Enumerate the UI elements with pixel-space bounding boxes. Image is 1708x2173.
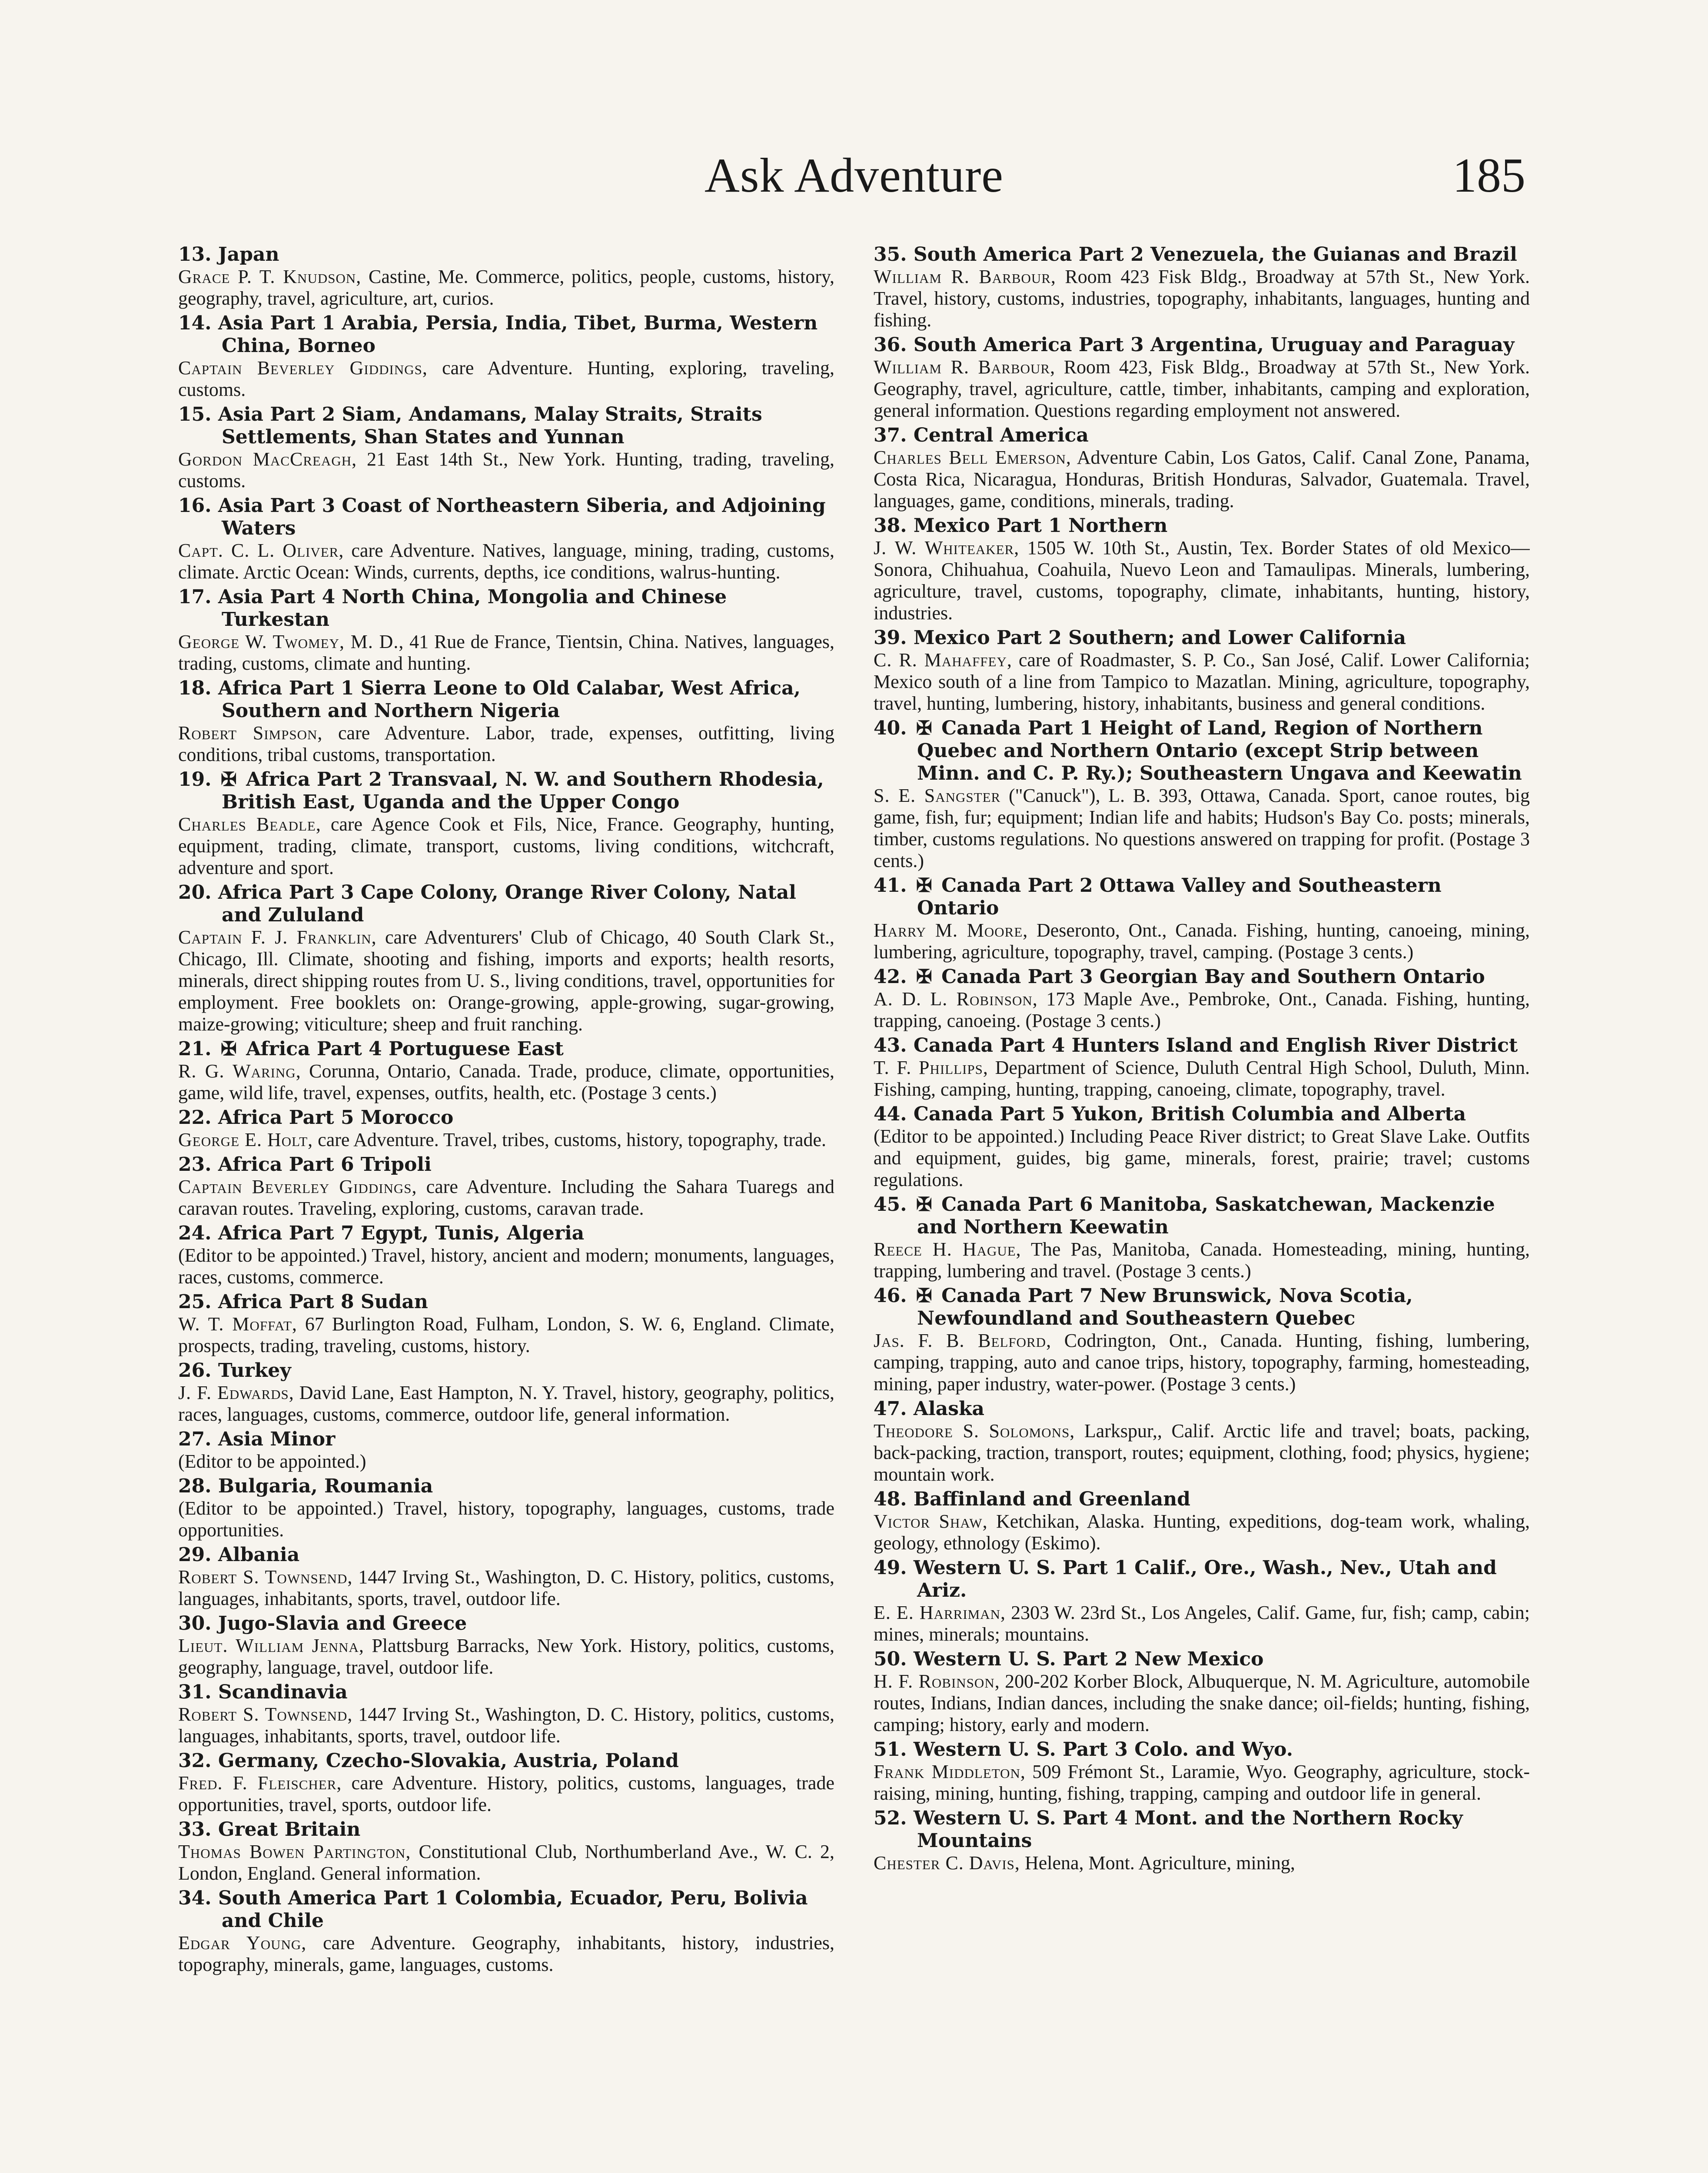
entry-description: Room 423 Fisk Bldg., Broadway at 57th St., New York. Travel, history, customs, industries, topography, inhabitants, languages, hunting and fishing.: [874, 266, 1530, 331]
directory-entry: [874, 243, 1530, 331]
directory-entry: [178, 677, 834, 766]
directory-entry: [178, 1544, 834, 1610]
editor-name: Frank Middleton,: [874, 1761, 1026, 1782]
entry-title: Africa Part 3 Cape Colony, Orange River Colony, Natal and Zululand: [218, 881, 797, 926]
directory-entry: [178, 768, 834, 879]
entry-body: [178, 1313, 834, 1357]
page-header: [0, 148, 1708, 217]
entry-number: 42.: [874, 966, 907, 988]
editor-name: Reece H. Hague,: [874, 1239, 1021, 1260]
entry-number: 46.: [874, 1285, 907, 1307]
entry-number: 24.: [178, 1222, 212, 1244]
entry-description: 67 Burlington Road, Fulham, London, S. W. 6, England. Climate, prospects, trading, traveling, customs, history.: [178, 1313, 834, 1356]
entry-body: [874, 1057, 1530, 1100]
entry-title: Great Britain: [218, 1818, 361, 1841]
directory-entry: [874, 1285, 1530, 1395]
postage-cross-icon: ✠: [916, 717, 932, 739]
entry-number: 47.: [874, 1398, 907, 1420]
postage-cross-icon: ✠: [916, 1285, 932, 1307]
editor-name: Robert S. Townsend,: [178, 1704, 353, 1725]
entry-title: Canada Part 7 New Brunswick, Nova Scotia, Newfoundland and Southeastern Quebec: [917, 1285, 1413, 1329]
entry-body: [874, 447, 1530, 512]
entry-heading: [178, 312, 834, 357]
entry-number: 32.: [178, 1750, 212, 1772]
entry-description: Adventure Cabin, Los Gatos, Calif. Canal Zone, Panama, Costa Rica, Nicaragua, Honduras, British Honduras, Salvador, Guatemala. Travel, languages, game, conditions, minerals, trading.: [874, 447, 1530, 512]
entry-heading: [178, 586, 834, 631]
entry-body: [874, 1511, 1530, 1554]
entry-number: 43.: [874, 1034, 907, 1057]
entry-heading: [874, 515, 1530, 537]
entry-title: Western U. S. Part 2 New Mexico: [913, 1648, 1264, 1670]
directory-entry: [178, 1106, 834, 1151]
entry-body: [874, 1420, 1530, 1485]
entry-description: Corunna, Ontario, Canada. Trade, produce, climate, opportunities, game, wild life, travel, expenses, outfits, health, etc. (Postage 3 cents.): [178, 1060, 834, 1103]
editor-name: Chester C. Davis,: [874, 1852, 1020, 1874]
editor-name: J. F. Edwards,: [178, 1382, 294, 1403]
directory-entry: [178, 1359, 834, 1425]
editor-name: E. E. Harriman,: [874, 1602, 1006, 1623]
entry-heading: [874, 243, 1530, 266]
directory-entry: [874, 1738, 1530, 1804]
editor-name: Charles Bell Emerson,: [874, 447, 1071, 468]
entry-body: [178, 1772, 834, 1816]
entry-title: Africa Part 1 Sierra Leone to Old Calabar, West Africa, Southern and Northern Nigeria: [218, 677, 801, 722]
entry-description: 200-202 Korber Block, Albuquerque, N. M. Agriculture, automobile routes, Indians, Indian dances, including the snake dance; oil-fields; hunting, fishing, camping; history, early and modern.: [874, 1671, 1530, 1735]
entry-number: 33.: [178, 1818, 212, 1841]
entry-body: [178, 1451, 834, 1472]
entry-heading: [178, 1359, 834, 1382]
entry-number: 13.: [178, 243, 212, 266]
entry-description: Codrington, Ont., Canada. Hunting, fishing, lumbering, camping, trapping, auto and canoe trips, history, topography, farming, homesteading, mining, paper industry, water-power. (Postage 3 cents.): [874, 1330, 1530, 1395]
editor-name: George W. Twomey, M. D.,: [178, 631, 404, 652]
entry-title: Canada Part 4 Hunters Island and English River District: [913, 1034, 1518, 1057]
entry-number: 41.: [874, 874, 907, 897]
entry-number: 50.: [874, 1648, 907, 1670]
entry-heading: [874, 966, 1530, 988]
entry-number: 40.: [874, 717, 907, 739]
entry-title: Africa Part 5 Morocco: [218, 1106, 454, 1129]
entry-heading: [178, 1750, 834, 1772]
entry-body: [178, 1129, 834, 1151]
entry-title: South America Part 1 Colombia, Ecuador, Peru, Bolivia and Chile: [218, 1887, 808, 1932]
entry-description: care Adventure. Natives, language, mining, trading, customs, climate. Arctic Ocean: Winds, currents, depths, ice conditions, walrus-hunting.: [178, 540, 834, 583]
entry-heading: [874, 717, 1530, 785]
entry-heading: [178, 495, 834, 540]
entry-description: David Lane, East Hampton, N. Y. Travel, history, geography, politics, races, languages, customs, commerce, outdoor life, general information.: [178, 1382, 834, 1425]
directory-entry: [874, 424, 1530, 512]
entry-title: Turkey: [218, 1359, 291, 1382]
entry-description: Ketchikan, Alaska. Hunting, expeditions, dog-team work, whaling, geology, ethnology (Eskimo).: [874, 1511, 1530, 1554]
entry-heading: [178, 1222, 834, 1245]
editor-name: H. F. Robinson,: [874, 1671, 1000, 1692]
entry-description: 41 Rue de France, Tientsin, China. Natives, languages, trading, customs, climate and hunting.: [178, 631, 834, 674]
entry-title: Africa Part 7 Egypt, Tunis, Algeria: [218, 1222, 585, 1244]
columns: [178, 243, 1530, 2173]
editor-name: Lieut. William Jenna,: [178, 1635, 364, 1656]
entry-heading: [178, 1428, 834, 1451]
entry-title: Africa Part 6 Tripoli: [218, 1153, 432, 1176]
postage-cross-icon: ✠: [916, 874, 932, 897]
entry-title: Asia Part 1 Arabia, Persia, India, Tibet, Burma, Western China, Borneo: [218, 312, 818, 357]
entry-heading: [178, 1818, 834, 1841]
running-head: Ask Adventure: [704, 149, 1004, 203]
entry-number: 48.: [874, 1488, 907, 1510]
editor-name: William R. Barbour,: [874, 266, 1056, 287]
entry-description: 1447 Irving St., Washington, D. C. History, politics, customs, languages, inhabitants, sports, travel, outdoor life.: [178, 1704, 834, 1747]
entry-title: Canada Part 6 Manitoba, Saskatchewan, Mackenzie and Northern Keewatin: [917, 1193, 1495, 1238]
entry-heading: [178, 768, 834, 814]
editor-name: Edgar Young,: [178, 1932, 307, 1954]
entry-heading: [178, 243, 834, 266]
entry-heading: [874, 1034, 1530, 1057]
entry-title: Scandinavia: [218, 1681, 348, 1703]
entry-heading: [178, 1612, 834, 1635]
postage-cross-icon: ✠: [916, 966, 932, 988]
entry-title: Jugo-Slavia and Greece: [218, 1612, 467, 1635]
directory-entry: [874, 1807, 1530, 1874]
entry-number: 30.: [178, 1612, 212, 1635]
directory-entry: [874, 1103, 1530, 1191]
entry-title: South America Part 2 Venezuela, the Guianas and Brazil: [913, 243, 1517, 266]
entry-body: [178, 927, 834, 1035]
entry-number: 36.: [874, 334, 907, 356]
entry-description: 173 Maple Ave., Pembroke, Ont., Canada. Fishing, hunting, trapping, canoeing. (Postage 3 cents.): [874, 988, 1530, 1031]
entry-number: 45.: [874, 1193, 907, 1216]
entry-number: 20.: [178, 881, 212, 904]
directory-entry: [874, 515, 1530, 624]
postage-cross-icon: ✠: [916, 1193, 932, 1216]
editor-name: Thomas Bowen Partington,: [178, 1841, 411, 1862]
editor-name: Jas. F. B. Belford,: [874, 1330, 1052, 1351]
directory-entry: [874, 334, 1530, 422]
entry-number: 17.: [178, 586, 212, 608]
entry-description: care Agence Cook et Fils, Nice, France. Geography, hunting, equipment, trading, climate, transport, customs, living conditions, witchcraft, adventure and sport.: [178, 814, 834, 878]
entry-body: [874, 988, 1530, 1032]
entry-body: [874, 266, 1530, 331]
entry-body: [178, 1498, 834, 1541]
entry-body: [178, 1932, 834, 1976]
entry-number: 15.: [178, 403, 212, 425]
entry-body: [178, 1176, 834, 1219]
editor-name: Gordon MacCreagh,: [178, 449, 357, 470]
directory-entry: [178, 1612, 834, 1678]
entry-heading: [874, 1648, 1530, 1671]
entry-description: care Adventure. Hunting, exploring, traveling, customs.: [178, 357, 834, 400]
editor-name: Grace P. T. Knudson,: [178, 266, 362, 287]
entry-heading: [178, 1544, 834, 1566]
entry-body: [874, 1852, 1530, 1874]
entry-title: Western U. S. Part 4 Mont. and the Northern Rocky Mountains: [913, 1807, 1463, 1852]
entry-title: Canada Part 1 Height of Land, Region of Northern Quebec and Northern Ontario (except Strip between Minn. and C. P. Ry.); Southeastern Ungava and Keewatin: [917, 717, 1522, 784]
directory-entry: [874, 966, 1530, 1032]
entry-title: South America Part 3 Argentina, Uruguay and Paraguay: [913, 334, 1515, 356]
entry-number: 49.: [874, 1557, 907, 1579]
editor-name: Charles Beadle,: [178, 814, 321, 835]
directory-entry: [178, 1291, 834, 1357]
entry-description: care Adventure. History, politics, customs, languages, trade opportunities, travel, sports, outdoor life.: [178, 1772, 834, 1815]
entry-body: [178, 631, 834, 674]
entry-heading: [874, 1193, 1530, 1239]
entry-number: 28.: [178, 1475, 212, 1497]
entry-number: 51.: [874, 1738, 907, 1761]
editor-name: A. D. L. Robinson,: [874, 988, 1038, 1010]
directory-entry: [874, 1648, 1530, 1736]
directory-entry: [874, 1557, 1530, 1645]
entry-title: Africa Part 4 Portuguese East: [246, 1038, 564, 1060]
entry-title: Alaska: [913, 1398, 985, 1420]
entry-number: 18.: [178, 677, 212, 699]
directory-entry: [178, 403, 834, 492]
postage-cross-icon: ✠: [220, 768, 237, 791]
entry-description: Room 423, Fisk Bldg., Broadway at 57th St., New York. Geography, travel, agriculture, cattle, timber, inhabitants, camping and exploration, general information. Questions regarding employment not answered.: [874, 356, 1530, 421]
entry-heading: [874, 424, 1530, 447]
entry-body: [178, 1566, 834, 1610]
entry-description: 2303 W. 23rd St., Los Angeles, Calif. Game, fur, fish; camp, cabin; mines, minerals; mountains.: [874, 1602, 1530, 1645]
directory-entry: [178, 586, 834, 674]
entry-number: 44.: [874, 1103, 907, 1125]
entry-number: 14.: [178, 312, 212, 334]
directory-entry: [178, 1818, 834, 1884]
entry-heading: [874, 1557, 1530, 1602]
entry-description: Helena, Mont. Agriculture, mining,: [1020, 1852, 1295, 1874]
entry-description: Castine, Me. Commerce, politics, people, customs, history, geography, travel, agriculture, art, curios.: [178, 266, 834, 309]
entry-heading: [178, 1106, 834, 1129]
editor-name: Robert S. Townsend,: [178, 1566, 353, 1588]
entry-title: Western U. S. Part 3 Colo. and Wyo.: [913, 1738, 1293, 1761]
editor-name: C. R. Mahaffey,: [874, 649, 1012, 671]
editor-name: Fred. F. Fleischer,: [178, 1772, 342, 1794]
page-number: 185: [1452, 149, 1525, 203]
directory-entry: [178, 1887, 834, 1976]
entry-number: 31.: [178, 1681, 212, 1703]
entry-heading: [874, 1103, 1530, 1126]
directory-entry: [874, 1193, 1530, 1282]
entry-number: 21.: [178, 1038, 212, 1060]
entry-number: 26.: [178, 1359, 212, 1382]
postage-cross-icon: ✠: [220, 1038, 237, 1060]
entry-description: Deseronto, Ont., Canada. Fishing, hunting, canoeing, mining, lumbering, agriculture, topography, travel, camping. (Postage 3 cents.): [874, 920, 1530, 963]
entry-heading: [178, 1681, 834, 1704]
directory-entry: [178, 1428, 834, 1472]
directory-entry: [178, 1038, 834, 1104]
entry-heading: [874, 1398, 1530, 1420]
entry-body: [178, 540, 834, 583]
entry-heading: [874, 1488, 1530, 1511]
entry-heading: [178, 1291, 834, 1313]
editor-name: Victor Shaw,: [874, 1511, 988, 1532]
entry-description: 1447 Irving St., Washington, D. C. History, politics, customs, languages, inhabitants, sports, travel, outdoor life.: [178, 1566, 834, 1609]
entry-description: 509 Frémont St., Laramie, Wyo. Geography, agriculture, stock-raising, mining, hunting, fishing, trapping, camping and outdoor life in general.: [874, 1761, 1530, 1804]
directory-entry: [178, 1681, 834, 1747]
entry-heading: [874, 1807, 1530, 1852]
entry-number: 34.: [178, 1887, 212, 1909]
entry-body: [178, 1060, 834, 1104]
entry-description: (Editor to be appointed.) Travel, history, ancient and modern; monuments, languages, races, customs, commerce.: [178, 1245, 834, 1288]
entry-number: 22.: [178, 1106, 212, 1129]
editor-name: Theodore S. Solomons,: [874, 1420, 1075, 1442]
left-column: [178, 243, 834, 2173]
directory-entry: [178, 1475, 834, 1541]
editor-name: W. T. Moffat,: [178, 1313, 297, 1335]
entry-body: [178, 722, 834, 766]
entry-description: care Adventurers' Club of Chicago, 40 South Clark St., Chicago, Ill. Climate, shooting and fishing, imports and exports; health resorts, minerals, direct shipping routes from U. S., living conditions, travel, opportunities for employment. Free booklets on: Orange-growing, apple-growing, sugar-growing, maize-growing; viticulture; sheep and fruit ranching.: [178, 927, 834, 1035]
entry-heading: [178, 677, 834, 722]
entry-heading: [178, 1887, 834, 1932]
entry-description: The Pas, Manitoba, Canada. Homesteading, mining, hunting, trapping, lumbering and travel. (Postage 3 cents.): [874, 1239, 1530, 1282]
editor-name: George E. Holt,: [178, 1129, 313, 1150]
entry-title: Baffinland and Greenland: [913, 1488, 1191, 1510]
entry-description: (Editor to be appointed.) Travel, history, topography, languages, customs, trade opportunities.: [178, 1498, 834, 1541]
entry-title: Asia Part 2 Siam, Andamans, Malay Straits, Straits Settlements, Shan States and Yunnan: [218, 403, 762, 448]
entry-description: care Adventure. Including the Sahara Tuaregs and caravan routes. Traveling, exploring, customs, caravan trade.: [178, 1176, 834, 1219]
entry-title: Mexico Part 2 Southern; and Lower California: [913, 627, 1406, 649]
directory-entry: [178, 495, 834, 583]
entry-body: [178, 1245, 834, 1288]
entry-body: [874, 1239, 1530, 1282]
entry-body: [178, 266, 834, 309]
entry-title: Germany, Czecho-Slovakia, Austria, Poland: [218, 1750, 679, 1772]
entry-number: 29.: [178, 1544, 212, 1566]
entry-description: Constitutional Club, Northumberland Ave., W. C. 2, London, England. General information.: [178, 1841, 834, 1884]
editor-name: R. G. Waring,: [178, 1060, 301, 1082]
entry-heading: [178, 881, 834, 927]
entry-heading: [874, 627, 1530, 649]
editor-name: Robert Simpson,: [178, 722, 323, 744]
entry-body: [874, 1761, 1530, 1804]
directory-entry: [874, 627, 1530, 714]
entry-body: [874, 1126, 1530, 1191]
editor-name: Capt. C. L. Oliver,: [178, 540, 344, 561]
directory-entry: [874, 717, 1530, 872]
entry-number: 37.: [874, 424, 907, 446]
entry-heading: [874, 1285, 1530, 1330]
entry-body: [178, 449, 834, 492]
entry-description: Plattsburg Barracks, New York. History, politics, customs, geography, language, travel, outdoor life.: [178, 1635, 834, 1678]
entry-body: [874, 537, 1530, 624]
directory-entry: [874, 1034, 1530, 1100]
entry-title: Africa Part 8 Sudan: [218, 1291, 428, 1313]
entry-body: [178, 357, 834, 401]
entry-heading: [178, 1153, 834, 1176]
right-column: [874, 243, 1530, 2173]
editor-name: Captain F. J. Franklin,: [178, 927, 377, 948]
entry-description: Department of Science, Duluth Central High School, Duluth, Minn. Fishing, camping, hunting, trapping, canoeing, climate, topography, travel.: [874, 1057, 1530, 1100]
entry-title: Japan: [218, 243, 279, 266]
entry-description: care Adventure. Labor, trade, expenses, outfitting, living conditions, tribal customs, transportation.: [178, 722, 834, 765]
entry-title: Mexico Part 1 Northern: [913, 515, 1168, 537]
entry-heading: [874, 874, 1530, 920]
entry-body: [178, 1841, 834, 1884]
entry-body: [874, 1602, 1530, 1645]
entry-description: care Adventure. Geography, inhabitants, history, industries, topography, minerals, game, languages, customs.: [178, 1932, 834, 1975]
entry-body: [874, 785, 1530, 872]
entry-title: Albania: [218, 1544, 300, 1566]
entry-description: 21 East 14th St., New York. Hunting, trading, traveling, customs.: [178, 449, 834, 492]
entry-number: 25.: [178, 1291, 212, 1313]
directory-entry: [178, 243, 834, 309]
directory-entry: [178, 1222, 834, 1288]
entry-number: 27.: [178, 1428, 212, 1450]
directory-entry: [178, 1153, 834, 1219]
entry-number: 19.: [178, 768, 212, 791]
directory-entry: [874, 1398, 1530, 1485]
entry-description: Larkspur,, Calif. Arctic life and travel; boats, packing, back-packing, traction, transport, routes; equipment, clothing, food; physics, hygiene; mountain work.: [874, 1420, 1530, 1485]
editor-name: Harry M. Moore,: [874, 920, 1028, 941]
entry-description: 1505 W. 10th St., Austin, Tex. Border States of old Mexico—Sonora, Chihuahua, Coahuila, Nuevo Leon and Tamaulipas. Minerals, lumbering, agriculture, travel, customs, topography, climate, inhabitants, hunting, history, industries.: [874, 537, 1530, 624]
editor-name: William R. Barbour,: [874, 356, 1056, 378]
editor-name: J. W. Whiteaker,: [874, 537, 1020, 558]
entry-title: Asia Minor: [218, 1428, 336, 1450]
directory-entry: [178, 1750, 834, 1816]
entry-title: Canada Part 3 Georgian Bay and Southern Ontario: [941, 966, 1485, 988]
editor-name: Captain Beverley Giddings,: [178, 357, 428, 379]
entry-description: care of Roadmaster, S. P. Co., San José, Calif. Lower California; Mexico south of a line from Tampico to Mazatlan. Mining, agriculture, topography, travel, hunting, lumbering, history, inhabitants, business and general conditions.: [874, 649, 1530, 714]
entry-number: 16.: [178, 495, 212, 517]
entry-heading: [178, 1038, 834, 1060]
entry-body: [874, 1671, 1530, 1736]
entry-title: Bulgaria, Roumania: [218, 1475, 433, 1497]
entry-body: [874, 356, 1530, 422]
entry-title: Canada Part 2 Ottawa Valley and Southeastern Ontario: [917, 874, 1442, 919]
entry-body: [178, 1382, 834, 1425]
directory-entry: [874, 1488, 1530, 1554]
entry-body: [874, 1330, 1530, 1395]
directory-entry: [874, 874, 1530, 963]
entry-description: ("Canuck"), L. B. 393, Ottawa, Canada. Sport, canoe routes, big game, fish, fur; equipment; Indian life and habits; Hudson's Bay Co. posts; minerals, timber, customs regulations. No questions answered on trapping for profit. (Postage 3 cents.): [874, 785, 1530, 871]
entry-heading: [874, 1738, 1530, 1761]
entry-description: (Editor to be appointed.) Including Peace River district; to Great Slave Lake. Outfits and equipment, guides, big game, minerals, forest, prairie; travel; customs regulations.: [874, 1126, 1530, 1190]
entry-title: Asia Part 3 Coast of Northeastern Siberia, and Adjoining Waters: [218, 495, 826, 539]
editor-name: Captain Beverley Giddings,: [178, 1176, 417, 1197]
entry-title: Central America: [913, 424, 1089, 446]
directory-entry: [178, 312, 834, 401]
entry-body: [178, 814, 834, 879]
entry-number: 52.: [874, 1807, 907, 1829]
entry-description: (Editor to be appointed.): [178, 1451, 366, 1472]
entry-number: 35.: [874, 243, 907, 266]
entry-number: 39.: [874, 627, 907, 649]
directory-entry: [178, 881, 834, 1035]
entry-heading: [178, 403, 834, 449]
entry-heading: [178, 1475, 834, 1498]
editor-name: T. F. Phillips,: [874, 1057, 988, 1078]
entry-body: [178, 1635, 834, 1678]
editor-name: S. E. Sangster: [874, 785, 1001, 806]
entry-number: 23.: [178, 1153, 212, 1176]
entry-body: [874, 920, 1530, 963]
entry-title: Africa Part 2 Transvaal, N. W. and Southern Rhodesia, British East, Uganda and the Upper Congo: [222, 768, 824, 813]
entry-body: [178, 1704, 834, 1747]
entry-body: [874, 649, 1530, 714]
entry-description: care Adventure. Travel, tribes, customs, history, topography, trade.: [313, 1129, 826, 1150]
entry-title: Canada Part 5 Yukon, British Columbia and Alberta: [913, 1103, 1466, 1125]
entry-title: Western U. S. Part 1 Calif., Ore., Wash., Nev., Utah and Ariz.: [913, 1557, 1497, 1602]
entry-title: Asia Part 4 North China, Mongolia and Chinese Turkestan: [218, 586, 727, 631]
entry-heading: [874, 334, 1530, 356]
entry-number: 38.: [874, 515, 907, 537]
